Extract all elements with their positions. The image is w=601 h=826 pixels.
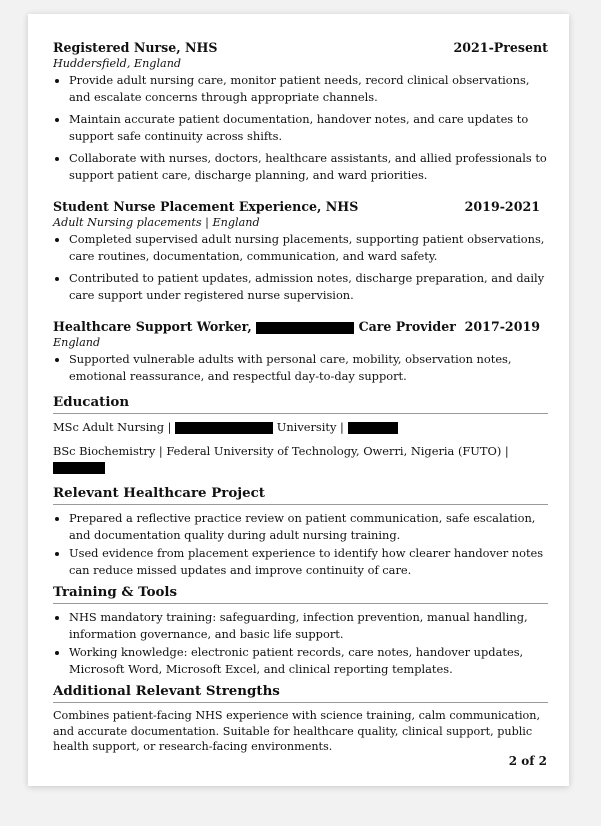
- redaction-bar: [53, 462, 105, 474]
- education-university-label: University |: [276, 420, 344, 434]
- resume-content: [53, 40, 548, 755]
- page-number: 2 of 2: [508, 754, 547, 768]
- job-bullets: [53, 72, 548, 183]
- education-degree-msc: MSc Adult Nursing |: [53, 420, 172, 434]
- job-location: Adult Nursing placements | England: [53, 216, 260, 229]
- section-heading-education: Education: [53, 394, 548, 414]
- job-title: Registered Nurse, NHS: [53, 40, 218, 55]
- bullet-item: • Provide adult nursing care, monitor patient needs, record clinical observations, and escalate concerns through appropriate channels.: [69, 72, 548, 105]
- job-date: 2019-2021: [464, 199, 540, 214]
- redaction-bar: [348, 422, 398, 434]
- education-line: [53, 419, 548, 435]
- section-heading-training: Training & Tools: [53, 584, 548, 604]
- training-bullets: [53, 609, 548, 677]
- resume-page: [28, 14, 569, 786]
- job-date: 2017-2019: [464, 319, 540, 334]
- bullet-item: • Supported vulnerable adults with personal care, mobility, observation notes, emotional reassurance, and respectful day-to-day support.: [69, 351, 548, 384]
- job-title: [53, 319, 456, 334]
- job-entry: [53, 199, 548, 303]
- education-degree-bsc: BSc Biochemistry | Federal University of Technology, Owerri, Nigeria (FUTO) |: [53, 444, 509, 458]
- job-location: Huddersfield, England: [53, 57, 182, 70]
- section-heading-strengths: Additional Relevant Strengths: [53, 683, 548, 703]
- section-heading-project: Relevant Healthcare Project: [53, 485, 548, 505]
- bullet-item: • Working knowledge: electronic patient records, care notes, handover updates, Microsoft Word, Microsoft Excel, and clinical reporting templates.: [69, 644, 548, 677]
- project-bullets: [53, 510, 548, 578]
- bullet-item: • Used evidence from placement experience to identify how clearer handover notes can reduce missed updates and improve continuity of care.: [69, 545, 548, 578]
- job-entry: [53, 40, 548, 183]
- job-title: Student Nurse Placement Experience, NHS: [53, 199, 359, 214]
- bullet-item: • Prepared a reflective practice review on patient communication, safe escalation, and documentation quality during adult nursing training.: [69, 510, 548, 543]
- strengths-paragraph: Combines patient-facing NHS experience with science training, calm communication, and accurate documentation. Suitable for healthcare quality, clinical support, public health support, or research-facing environments.: [53, 709, 541, 753]
- job-bullets: [53, 231, 548, 303]
- job-entry: [53, 319, 548, 384]
- bullet-item: • Contributed to patient updates, admission notes, discharge preparation, and daily care support under registered nurse supervision.: [69, 270, 548, 303]
- job-bullets: [53, 351, 548, 384]
- job-date: 2021-Present: [453, 40, 548, 55]
- education-line: [53, 443, 548, 475]
- bullet-item: • Completed supervised adult nursing placements, supporting patient observations, care routines, documentation, communication, and ward safety.: [69, 231, 548, 264]
- redaction-bar: [256, 322, 354, 334]
- job-title-suffix: Care Provider: [358, 319, 456, 334]
- bullet-item: • Maintain accurate patient documentation, handover notes, and care updates to support safe continuity across shifts.: [69, 111, 548, 144]
- bullet-item: • Collaborate with nurses, doctors, healthcare assistants, and allied professionals to support patient care, discharge planning, and ward priorities.: [69, 150, 548, 183]
- job-location: England: [53, 336, 101, 349]
- job-title-prefix: Healthcare Support Worker,: [53, 319, 252, 334]
- redaction-bar: [175, 422, 273, 434]
- bullet-item: • NHS mandatory training: safeguarding, infection prevention, manual handling, information governance, and basic life support.: [69, 609, 548, 642]
